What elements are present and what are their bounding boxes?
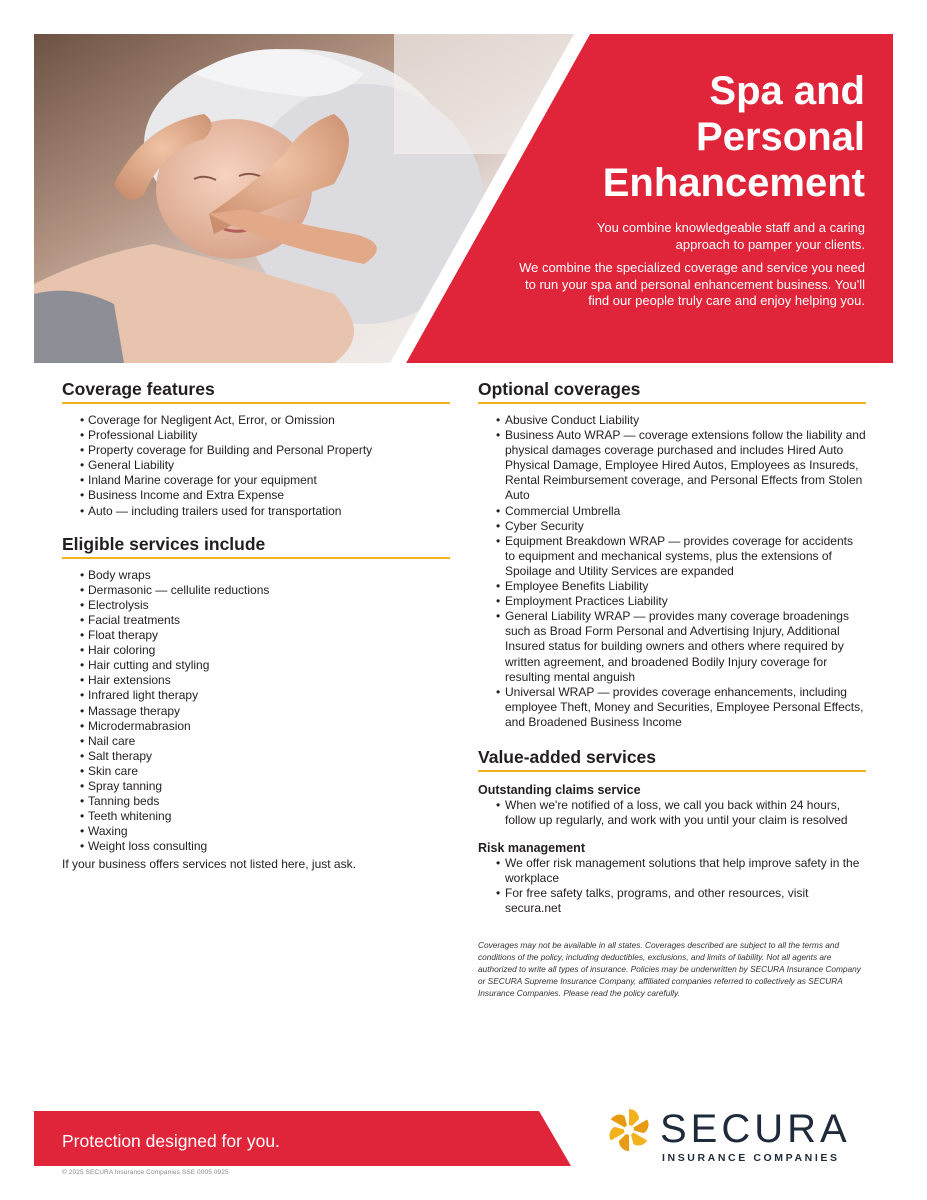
list-item: • We offer risk management solutions that help improve safety in the workplace	[478, 856, 866, 886]
list-item: • General Liability WRAP — provides many coverage broadenings such as Broad Form Personal and Advertising Injury, Additional Insured status for building owners and others where required by written agreement, and broadened Bodily Injury coverage for resulting mental anguish	[478, 609, 866, 684]
risk-management-heading: Risk management	[478, 841, 585, 856]
right-column	[478, 378, 866, 1000]
list-item: • Body wraps	[62, 568, 450, 583]
list-item: • When we're notified of a loss, we call you back within 24 hours, follow up regularly, and work with you until your claim is resolved	[478, 798, 866, 828]
list-item: • Inland Marine coverage for your equipment	[62, 473, 450, 488]
list-item: • Weight loss consulting	[62, 839, 450, 854]
list-item: • Teeth whitening	[62, 809, 450, 824]
left-column	[62, 378, 450, 872]
title-line: Personal	[696, 115, 865, 159]
list-item: • Professional Liability	[62, 428, 450, 443]
list-item: • Tanning beds	[62, 794, 450, 809]
list-item: • Spray tanning	[62, 779, 450, 794]
list-item: • Coverage for Negligent Act, Error, or Omission	[62, 413, 450, 428]
secura-logo-mark-icon	[606, 1107, 652, 1153]
coverage-features-heading: Coverage features	[62, 378, 450, 404]
page-title	[445, 68, 865, 206]
optional-coverages-list	[478, 413, 866, 730]
list-item: • Microdermabrasion	[62, 719, 450, 734]
risk-management-list	[478, 856, 866, 916]
list-item: • Waxing	[62, 824, 450, 839]
list-item: • Massage therapy	[62, 704, 450, 719]
claims-service-heading: Outstanding claims service	[478, 782, 641, 797]
list-item: • Salt therapy	[62, 749, 450, 764]
claims-service-list	[478, 798, 866, 828]
list-item: • Nail care	[62, 734, 450, 749]
value-added-heading: Value-added services	[478, 746, 866, 772]
list-item: • Hair extensions	[62, 673, 450, 688]
list-item: • Cyber Security	[478, 519, 866, 534]
list-item: • Commercial Umbrella	[478, 504, 866, 519]
copyright-text: © 2025 SECURA Insurance Companies SSE 0005 0925	[62, 1169, 229, 1176]
list-item: • Business Auto WRAP — coverage extensions follow the liability and physical damages coverage purchased and includes Hired Auto Physical Damage, Employee Hired Autos, Employees as Insureds, Rental Reimbursement coverage, and Personal Effects from Stolen Auto	[478, 428, 866, 503]
eligible-services-note: If your business offers services not listed here, just ask.	[62, 857, 356, 872]
hero-banner	[34, 34, 893, 363]
optional-coverages-heading: Optional coverages	[478, 378, 866, 404]
list-item: • Business Income and Extra Expense	[62, 488, 450, 503]
coverage-features-list	[62, 413, 450, 519]
list-item: • Dermasonic — cellulite reductions	[62, 583, 450, 598]
list-item: • Skin care	[62, 764, 450, 779]
list-item: • Abusive Conduct Liability	[478, 413, 866, 428]
title-line: Spa and	[709, 69, 865, 113]
list-item: • Facial treatments	[62, 613, 450, 628]
footer-tagline: Protection designed for you.	[62, 1131, 280, 1151]
list-item: • Hair coloring	[62, 643, 450, 658]
eligible-services-heading: Eligible services include	[62, 533, 450, 559]
list-item: • Float therapy	[62, 628, 450, 643]
intro-paragraph: We combine the specialized coverage and service you need to run your spa and personal enhancement business. You'll find our people truly care and enjoy helping you.	[519, 260, 865, 308]
list-item: • Infrared light therapy	[62, 688, 450, 703]
title-line: Enhancement	[602, 161, 865, 205]
intro-paragraph: You combine knowledgeable staff and a caring approach to pamper your clients.	[596, 220, 865, 252]
eligible-services-list	[62, 568, 450, 855]
list-item: • Employee Benefits Liability	[478, 579, 866, 594]
list-item: • Electrolysis	[62, 598, 450, 613]
secura-logo	[606, 1105, 866, 1167]
list-item: • General Liability	[62, 458, 450, 473]
logo-wordmark: SECURA	[660, 1107, 851, 1151]
list-item: • Auto — including trailers used for transportation	[62, 504, 450, 519]
list-item: • For free safety talks, programs, and other resources, visit secura.net	[478, 886, 866, 916]
list-item: • Universal WRAP — provides coverage enhancements, including employee Theft, Money and Securities, Employee Personal Effects, and Broadened Business Income	[478, 685, 866, 730]
legal-disclaimer: Coverages may not be available in all states. Coverages described are subject to all the terms and conditions of the policy, including deductibles, exclusions, and limits of liability. Not all agents are authorized to write all types of insurance. Policies may be underwritten by SECURA Insurance Company or SECURA Supreme Insurance Company, affiliated companies referred to collectively as SECURA Insurance Companies. Please read the policy carefully.	[478, 939, 861, 999]
logo-subtitle: INSURANCE COMPANIES	[662, 1152, 840, 1164]
list-item: • Equipment Breakdown WRAP — provides coverage for accidents to equipment and mechanical systems, plus the extensions of Spoilage and Utility Services are expanded	[478, 534, 866, 579]
list-item: • Employment Practices Liability	[478, 594, 866, 609]
list-item: • Property coverage for Building and Personal Property	[62, 443, 450, 458]
list-item: • Hair cutting and styling	[62, 658, 450, 673]
